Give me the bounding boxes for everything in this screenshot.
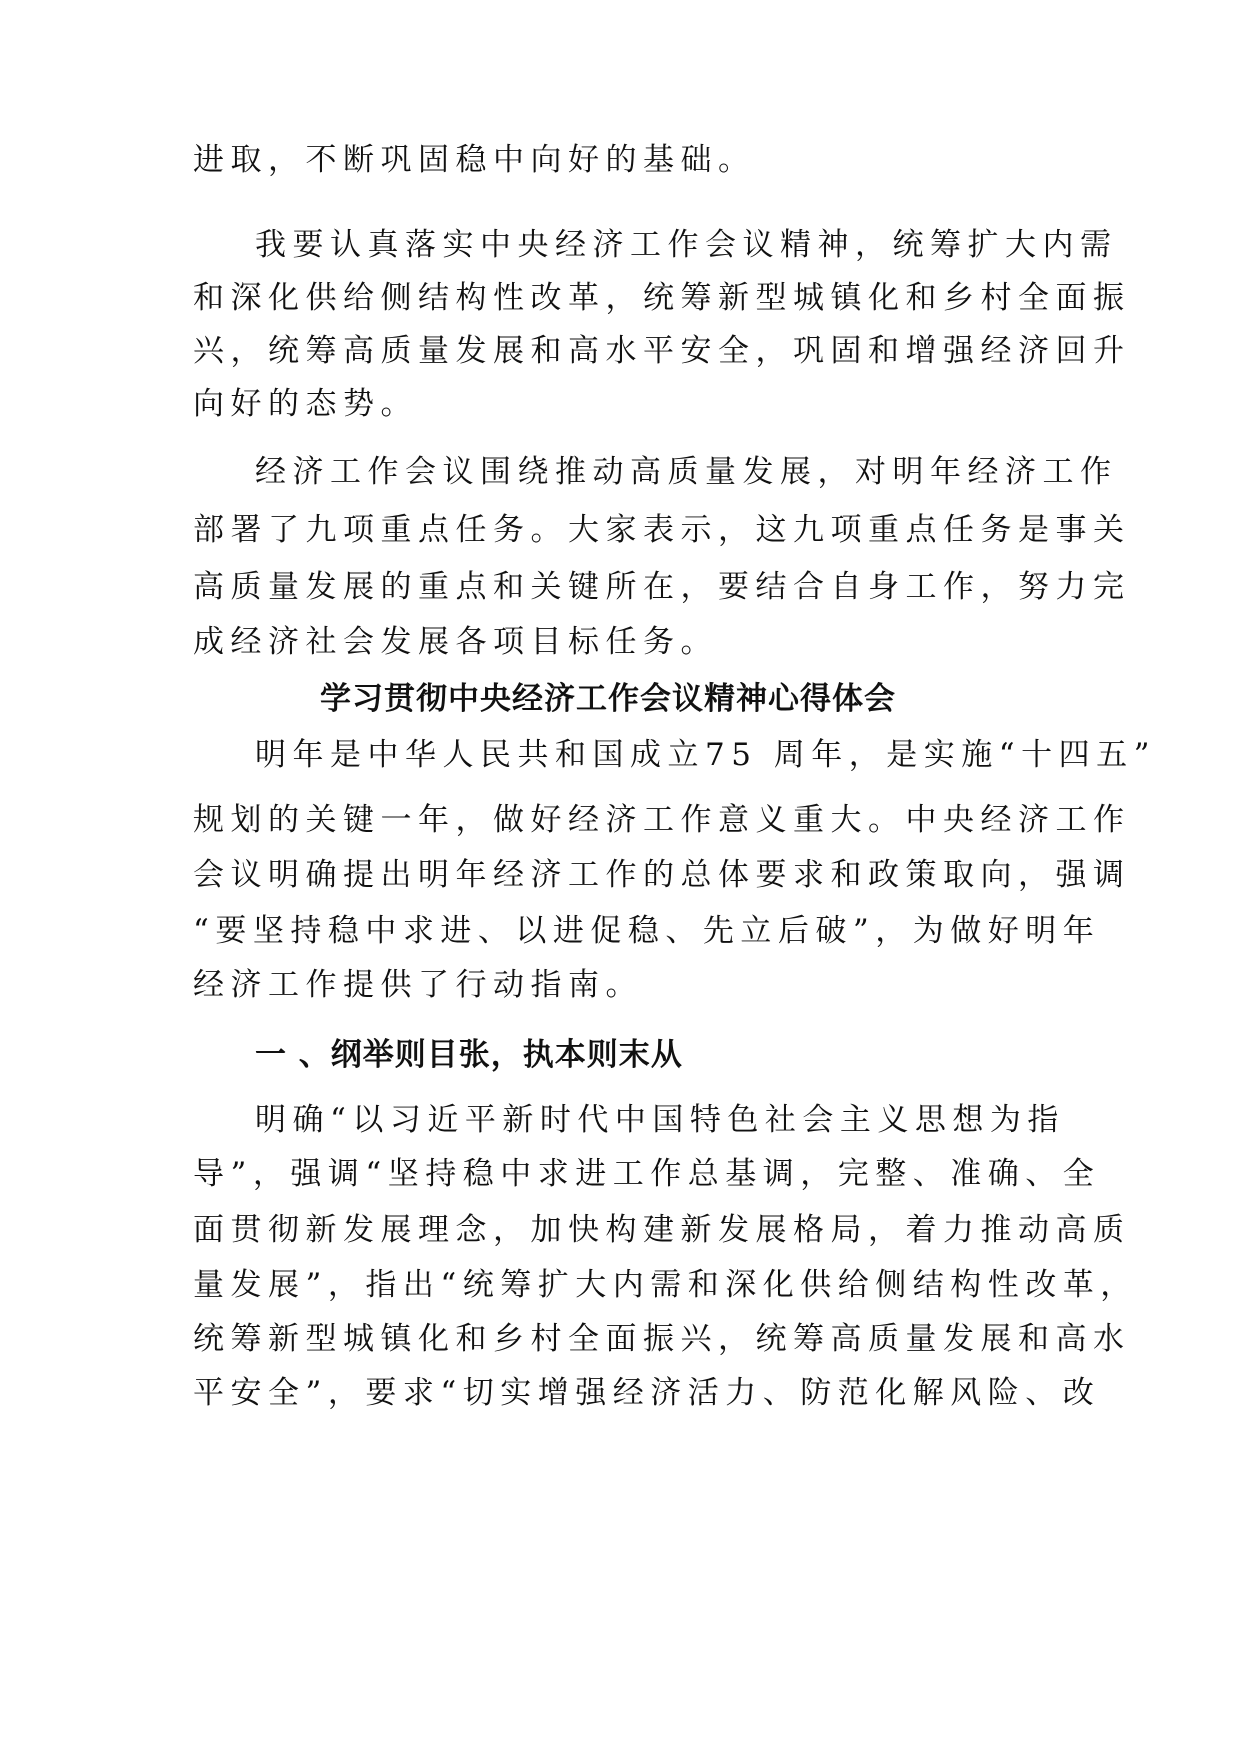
paragraph-3-line-2: 部署了九项重点任务。大家表示，这九项重点任务是事关 <box>193 512 1131 548</box>
paragraph-4-line-4: “要坚持稳中求进、以进促稳、先立后破”，为做好明年 <box>193 913 1101 949</box>
paragraph-5-line-4: 量发展”，指出“统筹扩大内需和深化供给侧结构性改革， <box>193 1267 1138 1303</box>
paragraph-1-line-1: 进取，不断巩固稳中向好的基础。 <box>193 142 756 178</box>
paragraph-4-line-3: 会议明确提出明年经济工作的总体要求和政策取向，强调 <box>193 857 1131 893</box>
paragraph-5-line-3: 面贯彻新发展理念，加快构建新发展格局，着力推动高质 <box>193 1212 1131 1248</box>
paragraph-2-line-3: 兴，统筹高质量发展和高水平安全，巩固和增强经济回升 <box>193 333 1131 369</box>
paragraph-5-line-2: 导”，强调“坚持稳中求进工作总基调，完整、准确、全 <box>193 1156 1101 1192</box>
subheading-1: 一 、纲举则目张，执本则末从 <box>255 1037 683 1073</box>
section-title: 学习贯彻中央经济工作会议精神心得体会 <box>320 681 896 717</box>
paragraph-4-line-5: 经济工作提供了行动指南。 <box>193 967 643 1003</box>
paragraph-2-line-4: 向好的态势。 <box>193 386 418 422</box>
paragraph-2-line-1: 我要认真落实中央经济工作会议精神，统筹扩大内需 <box>255 227 1118 263</box>
paragraph-4-line-2: 规划的关键一年，做好经济工作意义重大。中央经济工作 <box>193 802 1131 838</box>
paragraph-3-line-3: 高质量发展的重点和关键所在，要结合自身工作，努力完 <box>193 569 1131 605</box>
paragraph-5-line-1: 明确“以习近平新时代中国特色社会主义思想为指 <box>255 1102 1065 1138</box>
paragraph-5-line-5: 统筹新型城镇化和乡村全面振兴，统筹高质量发展和高水 <box>193 1321 1131 1357</box>
paragraph-4-line-1: 明年是中华人民共和国成立75 周年，是实施“十四五” <box>255 737 1156 773</box>
paragraph-2-line-2: 和深化供给侧结构性改革，统筹新型城镇化和乡村全面振 <box>193 280 1131 316</box>
paragraph-3-line-1: 经济工作会议围绕推动高质量发展，对明年经济工作 <box>255 454 1118 490</box>
paragraph-5-line-6: 平安全”，要求“切实增强经济活力、防范化解风险、改 <box>193 1375 1101 1411</box>
paragraph-3-line-4: 成经济社会发展各项目标任务。 <box>193 624 718 660</box>
